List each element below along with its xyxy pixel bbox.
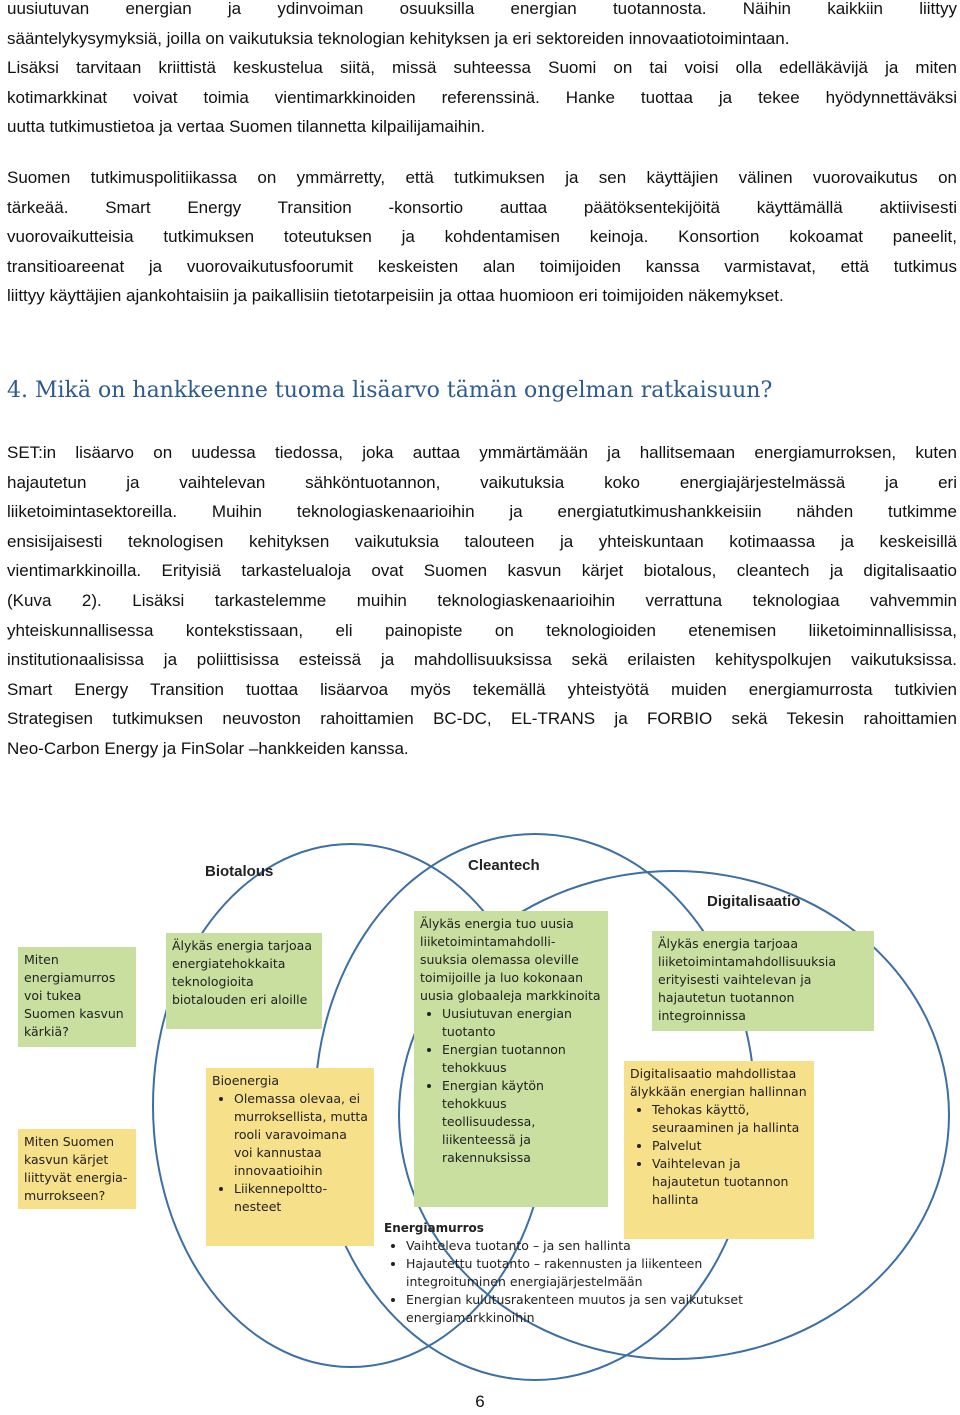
energy-transition-diagram xyxy=(0,825,960,1385)
list-item: • Hajautettu tuotanto – rakennusten ja liikenteen integroituminen energiajärjestelmään xyxy=(406,1255,760,1291)
list-item: • Energian tuotannon tehokkuus xyxy=(442,1041,602,1077)
box-title: Bioenergia xyxy=(212,1073,279,1088)
list-item: • Vaihtelevan ja hajautetun tuotannon hallinta xyxy=(652,1155,808,1209)
text-line: ensisijaisesti teknologisen kehityksen vaikutuksia talouteen ja yhteiskuntaan kotimaassa ja keskeisillä xyxy=(7,531,957,551)
paragraph-intro-continuation xyxy=(7,0,957,142)
box-text: Älykäs energia tarjoaa liiketoimintamahdollisuuksia erityisesti vaihtelevan ja hajautetun tuotannon integroinnissa xyxy=(658,936,837,1023)
cleantech-label: Cleantech xyxy=(468,857,540,874)
box-text: Älykäs energia tarjoaa energiatehokkaita teknologioita biotalouden eri aloille xyxy=(172,938,312,1007)
text-line: Lisäksi tarvitaan kriittistä keskustelua siitä, missä suhteessa Suomi on tai voisi olla edelläkävijä ja miten xyxy=(7,58,957,78)
list-item: • Liikennepoltto-nesteet xyxy=(234,1180,368,1216)
list-item: • Energian kulutusrakenteen muutos ja sen vaikutukset energiamarkkinoihin xyxy=(406,1291,760,1327)
cleantech-box xyxy=(414,911,608,1207)
box-title: Digitalisaatio mahdollistaa älykkään energian hallinnan xyxy=(630,1066,807,1099)
list-item: • Vaihteleva tuotanto – ja sen hallinta xyxy=(406,1237,760,1255)
text-line: tärkeää. Smart Energy Transition -konsortio auttaa päätöksentekijöitä käyttämällä aktiivisesti xyxy=(7,197,957,217)
text-line: Strategisen tutkimuksen neuvoston rahoittamien BC-DC, EL-TRANS ja FORBIO sekä Tekesin rahoittamien xyxy=(7,709,957,729)
digitalisaatio-list xyxy=(630,1101,808,1209)
box-text: Miten Suomen kasvun kärjet liittyvät energia-murrokseen? xyxy=(24,1134,128,1203)
text-line: institutionaalisissa ja poliittisissa esteissä ja mahdollisuuksissa sekä erilaisten kehityspolkujen vaikutuksissa. xyxy=(7,650,957,670)
digitalisaatio-box xyxy=(652,931,874,1031)
section-heading: 4. Mikä on hankkeenne tuoma lisäarvo tämän ongelman ratkaisuun? xyxy=(7,378,773,403)
box-title: Älykäs energia tuo uusia liiketoimintamahdolli-suuksia olemassa oleville toimijoille ja luo kokonaan uusia globaaleja markkinoita xyxy=(420,916,601,1003)
box-title: Energiamurros xyxy=(384,1221,484,1235)
energiamurros-list xyxy=(384,1237,760,1327)
page-number: 6 xyxy=(475,1392,485,1411)
list-item: • Uusiutuvan energian tuotanto xyxy=(442,1005,602,1041)
bioenergia-list xyxy=(212,1090,368,1216)
text-line: uutta tutkimustietoa ja vertaa Suomen tilannetta kilpailijamaihin. xyxy=(7,117,486,137)
text-line: SET:in lisäarvo on uudessa tiedossa, joka auttaa ymmärtämään ja hallitsemaan energiamurroksen, kuten xyxy=(7,443,957,462)
biotalous-box xyxy=(166,933,322,1029)
list-item: • Tehokas käyttö, seuraaminen ja hallinta xyxy=(652,1101,808,1137)
text-line: vuorovaikutteisia tutkimuksen toteutuksen ja kohdentamisen keinoja. Konsortion kokoamat paneelit, xyxy=(7,227,957,247)
list-item: • Olemassa olevaa, ei murroksellista, mutta rooli varavoimana voi kannustaa innovaatioihin xyxy=(234,1090,368,1180)
box-text: Miten energiamurros voi tukea Suomen kasvun kärkiä? xyxy=(24,952,124,1039)
question-box-energy-supports-growth xyxy=(18,947,136,1047)
text-line: Suomen tutkimuspolitiikassa on ymmärretty, että tutkimuksen ja sen käyttäjien välinen vuorovaikutus on xyxy=(7,168,957,187)
text-line: kotimarkkinat voivat toimia vientimarkkinoiden referenssinä. Hanke tuottaa ja tekee hyödynnettäväksi xyxy=(7,87,957,107)
text-line: hajautetun ja vaihtelevan sähköntuotannon, vaikutuksia koko energiajärjestelmässä ja eri xyxy=(7,472,957,492)
paragraph-added-value xyxy=(7,438,957,764)
question-box-growth-links-energy xyxy=(18,1129,136,1209)
text-line: vientimarkkinoilla. Erityisiä tarkastelualoja ovat Suomen kasvun kärjet biotalous, cleantech ja digitalisaatio xyxy=(7,561,957,581)
text-line: liittyy käyttäjien ajankohtaisiin ja paikallisiin tietotarpeisiin ja ottaa huomioon eri toimijoiden näkemykset. xyxy=(7,286,784,306)
text-line: Neo-Carbon Energy ja FinSolar –hankkeiden kanssa. xyxy=(7,738,409,758)
bioenergia-box xyxy=(206,1068,374,1246)
text-line: transitioareenat ja vuorovaikutusfoorumit keskeisten alan toimijoiden kanssa varmistavat, että tutkimus xyxy=(7,256,957,276)
energiamurros-box xyxy=(378,1215,766,1355)
list-item: • Palvelut xyxy=(652,1137,808,1155)
paragraph-research-policy xyxy=(7,163,957,311)
text-line: liiketoimintasektoreilla. Muihin teknologiaskenaarioihin ja energiatutkimushankkeisiin nähden tutkimme xyxy=(7,502,957,522)
biotalous-label: Biotalous xyxy=(205,863,274,880)
cleantech-list xyxy=(420,1005,602,1167)
list-item: • Energian käytön tehokkuus teollisuudessa, liikenteessä ja rakennuksissa xyxy=(442,1077,602,1167)
digitalisaatio-label: Digitalisaatio xyxy=(707,893,801,910)
digitalisaatio-platform-box xyxy=(624,1061,814,1239)
text-line: uusiutuvan energian ja ydinvoiman osuuksilla energian tuotannosta. Näihin kaikkiin liittyy xyxy=(7,0,957,18)
text-line: sääntelykysymyksiä, joilla on vaikutuksia teknologian kehityksen ja eri sektoreiden innovaatiotoimintaan. xyxy=(7,28,790,48)
text-line: Smart Energy Transition tuottaa lisäarvoa myös tekemällä yhteistyötä muiden energiamurrosta tutkivien xyxy=(7,679,957,699)
text-line: yhteiskunnallisessa kontekstissaan, eli painopiste on teknologioiden etenemisen liiketoiminnallisissa, xyxy=(7,620,957,640)
text-line: (Kuva 2). Lisäksi tarkastelemme muihin teknologiaskenaarioihin verrattuna teknologiaa vahvemmin xyxy=(7,590,957,610)
